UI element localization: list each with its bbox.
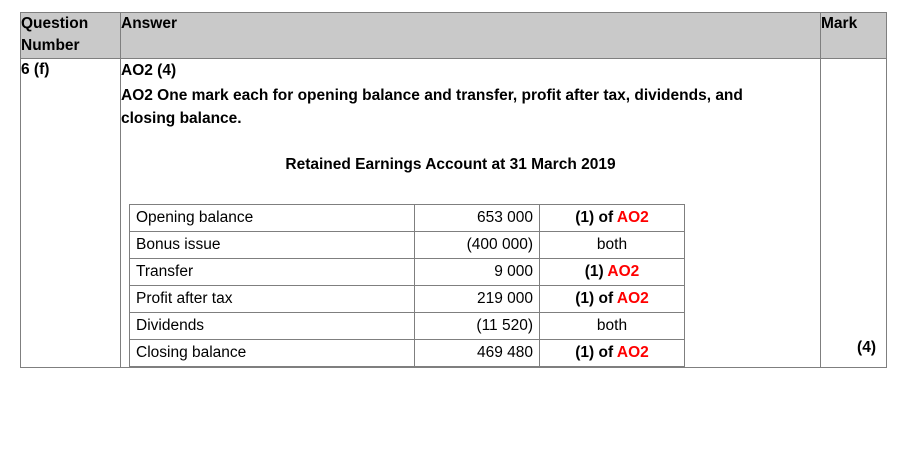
cell-mark xyxy=(821,58,887,367)
table-body xyxy=(21,58,887,367)
header-answer: Answer xyxy=(121,13,821,59)
ledger-note-mark: (1) xyxy=(584,263,604,281)
ledger-note-mark: (1) of xyxy=(575,209,614,227)
ledger-row-closing-balance xyxy=(130,339,685,366)
ledger-note: both xyxy=(540,231,685,258)
ledger-note: both xyxy=(540,312,685,339)
ledger-note xyxy=(540,285,685,312)
table-row xyxy=(21,58,887,367)
header-row xyxy=(21,13,887,59)
ao-description: AO2 One mark each for opening balance and transfer, profit after tax, dividends, and closing balance. xyxy=(121,87,743,128)
header-mark: Mark xyxy=(821,13,887,59)
ledger-note-ao: AO2 xyxy=(607,263,640,281)
ao-objective-line: AO2 (4) xyxy=(121,61,177,79)
mark-scheme-table xyxy=(20,12,887,368)
ledger-amount: (400 000) xyxy=(415,231,540,258)
ledger-label: Profit after tax xyxy=(130,285,415,312)
ledger-amount: 469 480 xyxy=(415,339,540,366)
retained-earnings-ledger xyxy=(129,204,685,367)
ledger-note-ao: AO2 xyxy=(616,209,649,227)
ledger-amount: 653 000 xyxy=(415,204,540,231)
ledger-note-mark: (1) of xyxy=(575,344,614,362)
ledger-row-bonus-issue xyxy=(130,231,685,258)
ledger-note-mark: (1) of xyxy=(575,290,614,308)
ledger-label: Opening balance xyxy=(130,204,415,231)
ledger-note-ao: AO2 xyxy=(616,290,649,308)
ledger-row-dividends xyxy=(130,312,685,339)
mark-total: (4) xyxy=(857,338,876,356)
ledger-note xyxy=(540,339,685,366)
ledger-row-profit-after-tax xyxy=(130,285,685,312)
table-header xyxy=(21,13,887,59)
ledger-amount: (11 520) xyxy=(415,312,540,339)
ledger-label: Bonus issue xyxy=(130,231,415,258)
cell-answer xyxy=(121,58,821,367)
ledger-amount: 9 000 xyxy=(415,258,540,285)
ledger-note xyxy=(540,204,685,231)
ledger-label: Closing balance xyxy=(130,339,415,366)
mark-scheme-page xyxy=(0,12,907,450)
ledger-note-ao: AO2 xyxy=(616,344,649,362)
ledger-amount: 219 000 xyxy=(415,285,540,312)
ledger-label: Dividends xyxy=(130,312,415,339)
account-title: Retained Earnings Account at 31 March 2019 xyxy=(285,155,616,173)
ledger-row-opening-balance xyxy=(130,204,685,231)
ledger-note xyxy=(540,258,685,285)
header-question-number: Question Number xyxy=(21,13,121,59)
cell-question-number: 6 (f) xyxy=(21,58,121,367)
ledger-label: Transfer xyxy=(130,258,415,285)
ledger-row-transfer xyxy=(130,258,685,285)
